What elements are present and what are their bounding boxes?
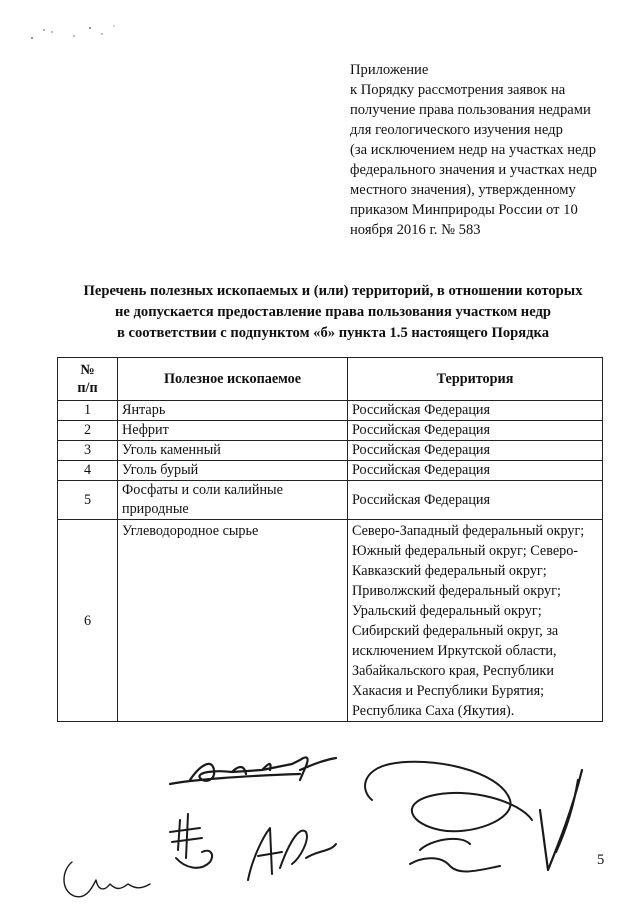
table-row bbox=[58, 401, 603, 421]
row-number: 3 bbox=[58, 441, 118, 461]
territory-line: Хакасия и Республики Бурятия; bbox=[352, 683, 545, 699]
appendix-line: получение права пользования недрами bbox=[350, 102, 591, 118]
signature-4 bbox=[248, 828, 336, 880]
row-territory: Российская Федерация bbox=[348, 401, 603, 421]
row-mineral: Уголь бурый bbox=[118, 461, 348, 481]
signature-2 bbox=[170, 814, 212, 868]
appendix-block bbox=[350, 60, 635, 240]
header-number-label: п/п bbox=[77, 380, 98, 396]
table-row bbox=[58, 441, 603, 461]
row-number: 2 bbox=[58, 421, 118, 441]
row-mineral: Нефрит bbox=[118, 421, 348, 441]
territory-line: Республика Саха (Якутия). bbox=[352, 703, 515, 719]
title-line: не допускается предоставление права пользования участком недр bbox=[115, 304, 551, 320]
row-mineral: Фосфаты и соли калийные природные bbox=[118, 481, 348, 520]
row-territory: Российская Федерация bbox=[348, 421, 603, 441]
scan-specks bbox=[30, 22, 130, 42]
territory-line: Забайкальского края, Республики bbox=[352, 663, 554, 679]
page-number: 5 bbox=[597, 852, 605, 868]
row-mineral: Углеводородное сырье bbox=[118, 520, 348, 722]
table-row bbox=[58, 461, 603, 481]
territory-line: Южный федеральный округ; Северо- bbox=[352, 543, 579, 559]
header-mineral: Полезное ископаемое bbox=[118, 358, 348, 401]
signature-1 bbox=[170, 758, 336, 784]
table-row bbox=[58, 520, 603, 722]
appendix-line: федерального значения и участках недр bbox=[350, 162, 597, 178]
signature-5 bbox=[365, 762, 532, 872]
row-territory: Российская Федерация bbox=[348, 461, 603, 481]
appendix-line: для геологического изучения недр bbox=[350, 122, 563, 138]
row-mineral: Янтарь bbox=[118, 401, 348, 421]
territory-line: Приволжский федеральный округ; bbox=[352, 583, 561, 599]
signature-6 bbox=[540, 770, 582, 870]
row-territory: Российская Федерация bbox=[348, 481, 603, 520]
territory-line: Сибирский федеральный округ, за bbox=[352, 623, 559, 639]
row-number: 4 bbox=[58, 461, 118, 481]
row-number: 6 bbox=[58, 520, 118, 722]
table-row bbox=[58, 421, 603, 441]
row-territory bbox=[348, 520, 603, 722]
territory-line: Северо-Западный федеральный округ; bbox=[352, 523, 585, 539]
appendix-line: Приложение bbox=[350, 62, 429, 78]
appendix-line: местного значения), утвержденному bbox=[350, 182, 576, 198]
territory-line: исключением Иркутской области, bbox=[352, 643, 557, 659]
page-title bbox=[60, 281, 606, 344]
signatures bbox=[0, 740, 640, 905]
row-mineral: Уголь каменный bbox=[118, 441, 348, 461]
minerals-table bbox=[57, 357, 603, 722]
row-number: 1 bbox=[58, 401, 118, 421]
header-territory: Территория bbox=[348, 358, 603, 401]
header-number-symbol: № bbox=[80, 362, 95, 378]
table-header-row bbox=[58, 358, 603, 401]
row-number: 5 bbox=[58, 481, 118, 520]
appendix-line: (за исключением недр на участках недр bbox=[350, 142, 597, 158]
title-line: в соответствии с подпунктом «б» пункта 1.5 настоящего Порядка bbox=[116, 325, 550, 341]
header-number bbox=[58, 358, 118, 401]
territory-line: Уральский федеральный округ; bbox=[352, 603, 542, 619]
territory-line: Кавказский федеральный округ; bbox=[352, 563, 547, 579]
appendix-line: приказом Минприроды России от 10 bbox=[350, 202, 578, 218]
appendix-line: ноября 2016 г. № 583 bbox=[350, 222, 481, 238]
signature-3 bbox=[64, 862, 150, 897]
appendix-line: к Порядку рассмотрения заявок на bbox=[350, 82, 566, 98]
row-territory: Российская Федерация bbox=[348, 441, 603, 461]
table-row bbox=[58, 481, 603, 520]
title-line: Перечень полезных ископаемых и (или) территорий, в отношении которых bbox=[83, 283, 583, 299]
